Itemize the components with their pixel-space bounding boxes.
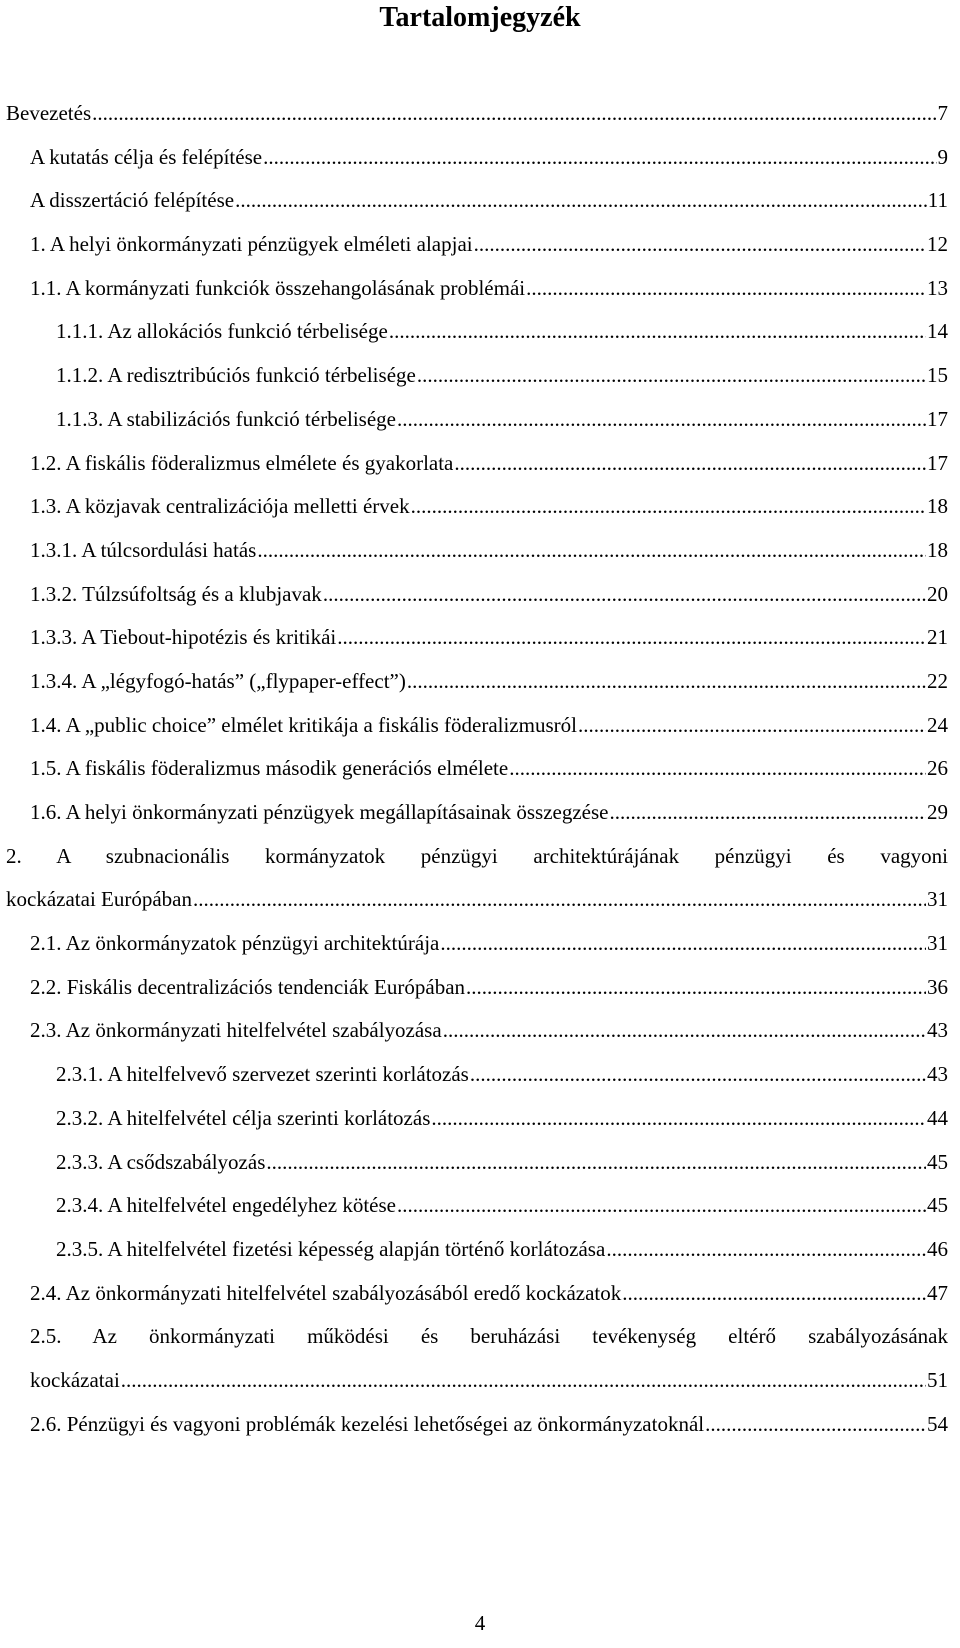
toc-entry-page: 26 — [927, 756, 948, 781]
dot-leader — [443, 1009, 926, 1053]
dot-leader — [609, 791, 926, 835]
toc-entry-title: 2.1. Az önkormányzatok pénzügyi architektúrája — [30, 931, 440, 956]
toc-entry[interactable] — [0, 922, 960, 966]
toc-entry[interactable] — [0, 354, 960, 398]
toc-entry-title: kockázatai Európában — [6, 887, 192, 912]
dot-leader — [526, 267, 926, 311]
dot-leader — [606, 1228, 926, 1272]
toc-entry-page: 20 — [927, 581, 948, 606]
toc-entry-title: 1.3.3. A Tiebout-hipotézis és kritikái — [30, 625, 337, 650]
toc-entry-title: 1.3.1. A túlcsordulási hatás — [30, 537, 257, 562]
toc-entry-page: 36 — [927, 974, 948, 999]
toc-entry[interactable] — [0, 223, 960, 267]
toc-entry-page: 17 — [927, 406, 948, 431]
dot-leader — [266, 1141, 926, 1185]
dot-leader — [337, 616, 926, 660]
toc-entry[interactable] — [0, 1184, 960, 1228]
toc-entry[interactable] — [0, 1141, 960, 1185]
toc-entry-title: 2.3.2. A hitelfelvétel célja szerinti korlátozás — [56, 1105, 431, 1130]
toc-entry-page: 46 — [927, 1236, 948, 1261]
toc-entry-page: 24 — [927, 712, 948, 737]
toc-entry-title: 1.1.3. A stabilizációs funkció térbelisége — [56, 406, 396, 431]
toc-entry[interactable] — [0, 573, 960, 617]
dot-leader — [193, 878, 926, 922]
toc-entry[interactable] — [0, 1403, 960, 1447]
toc-entry-page: 51 — [927, 1367, 948, 1392]
toc-entry-title: 2.6. Pénzügyi és vagyoni problémák kezelési lehetőségei az önkormányzatoknál — [30, 1411, 705, 1436]
toc-entry[interactable] — [0, 1228, 960, 1272]
dot-leader — [454, 442, 926, 486]
toc-entry-page: 44 — [927, 1105, 948, 1130]
dot-leader — [407, 660, 926, 704]
toc-entry-page: 54 — [927, 1411, 948, 1436]
toc-entry-title: 1.1. A kormányzati funkciók összehangolásának problémái — [30, 275, 526, 300]
toc-entry-title: 2.3.3. A csődszabályozás — [56, 1149, 266, 1174]
toc-entry[interactable] — [0, 529, 960, 573]
toc-entry[interactable] — [0, 485, 960, 529]
dot-leader — [470, 1053, 926, 1097]
toc-entry-page: 11 — [927, 188, 948, 213]
dot-leader — [440, 922, 926, 966]
dot-leader — [121, 1359, 926, 1403]
dot-leader — [474, 223, 926, 267]
toc-entry[interactable] — [0, 1097, 960, 1141]
dot-leader — [257, 529, 926, 573]
toc-entry[interactable] — [0, 92, 960, 136]
toc-entry-page: 47 — [927, 1280, 948, 1305]
toc-entry-title: 2.3.5. A hitelfelvétel fizetési képesség alapján történő korlátozása — [56, 1236, 606, 1261]
toc-entry-page: 13 — [927, 275, 948, 300]
toc-entry-title: A kutatás célja és felépítése — [30, 144, 263, 169]
toc-entry-page: 9 — [937, 144, 948, 169]
table-of-contents — [0, 92, 960, 1446]
toc-entry[interactable] — [0, 966, 960, 1010]
toc-entry-title: 2.4. Az önkormányzati hitelfelvétel szabályozásából eredő kockázatok — [30, 1280, 622, 1305]
toc-entry[interactable] — [0, 1315, 960, 1402]
toc-entry-page: 15 — [927, 363, 948, 388]
toc-entry-title: 1.1.1. Az allokációs funkció térbelisége — [56, 319, 388, 344]
toc-entry-title: 2.2. Fiskális decentralizációs tendenciák Európában — [30, 974, 466, 999]
dot-leader — [622, 1272, 926, 1316]
toc-entry[interactable] — [0, 747, 960, 791]
dot-leader — [92, 92, 936, 136]
toc-entry-page: 29 — [927, 800, 948, 824]
toc-entry-page: 45 — [927, 1149, 948, 1174]
toc-entry-title: 1.6. A helyi önkormányzati pénzügyek megállapításainak összegzése — [30, 800, 609, 824]
toc-entry-title: 1.2. A fiskális föderalizmus elmélete és gyakorlata — [30, 450, 454, 475]
toc-entry[interactable] — [0, 179, 960, 223]
toc-entry[interactable] — [0, 1272, 960, 1316]
toc-entry[interactable] — [0, 398, 960, 442]
toc-entry[interactable] — [0, 1053, 960, 1097]
toc-entry-title: 2.3.1. A hitelfelvevő szervezet szerinti korlátozás — [56, 1062, 469, 1087]
toc-entry-title: 1. A helyi önkormányzati pénzügyek elméleti alapjai — [30, 232, 473, 257]
dot-leader — [578, 704, 926, 748]
dot-leader — [431, 1097, 926, 1141]
page-title: Tartalomjegyzék — [379, 2, 581, 33]
dot-leader — [509, 747, 926, 791]
toc-entry-title-line1: 2.5. Az önkormányzati működési és beruházási tevékenység eltérő szabályozásának — [30, 1324, 948, 1349]
dot-leader — [323, 573, 926, 617]
toc-entry-title-line1: 2. A szubnacionális kormányzatok pénzügyi architektúrájának pénzügyi és vagyoni — [6, 843, 948, 868]
toc-entry-title: Bevezetés — [6, 101, 92, 125]
toc-entry-page: 14 — [927, 319, 948, 344]
toc-entry-page: 18 — [927, 494, 948, 519]
toc-entry[interactable] — [0, 660, 960, 704]
toc-entry-page: 12 — [927, 232, 948, 257]
toc-entry-page: 43 — [927, 1018, 948, 1043]
toc-entry-title: 1.3. A közjavak centralizációja melletti érvek — [30, 494, 410, 519]
toc-entry-title: 2.3.4. A hitelfelvétel engedélyhez kötése — [56, 1193, 396, 1218]
dot-leader — [263, 136, 936, 180]
toc-entry-page: 43 — [927, 1062, 948, 1087]
toc-entry-page: 22 — [927, 668, 948, 693]
dot-leader — [235, 179, 927, 223]
dot-leader — [397, 398, 926, 442]
toc-entry-title: 1.1.2. A redisztribúciós funkció térbelisége — [56, 363, 416, 388]
dot-leader — [397, 1184, 926, 1228]
toc-entry[interactable] — [0, 1009, 960, 1053]
toc-entry-title: 1.3.4. A „légyfogó-hatás” („flypaper-effect”) — [30, 668, 406, 693]
dot-leader — [389, 310, 926, 354]
toc-entry-title: 2.3. Az önkormányzati hitelfelvétel szabályozása — [30, 1018, 442, 1043]
toc-entry-page: 45 — [927, 1193, 948, 1218]
toc-entry-page: 31 — [927, 887, 948, 912]
toc-entry[interactable] — [0, 704, 960, 748]
toc-entry[interactable] — [0, 310, 960, 354]
toc-entry[interactable] — [0, 835, 960, 922]
toc-entry[interactable] — [0, 442, 960, 486]
toc-entry-page: 17 — [927, 450, 948, 475]
dot-leader — [466, 966, 926, 1010]
toc-entry-page: 21 — [927, 625, 948, 650]
toc-entry-title: 1.5. A fiskális föderalizmus második generációs elmélete — [30, 756, 509, 781]
toc-entry[interactable] — [0, 616, 960, 660]
toc-entry-page: 7 — [937, 101, 948, 125]
toc-entry-page: 18 — [927, 537, 948, 562]
toc-entry-title: 1.3.2. Túlzsúfoltság és a klubjavak — [30, 581, 322, 606]
dot-leader — [705, 1403, 926, 1447]
toc-entry-title: kockázatai — [30, 1367, 120, 1392]
toc-entry-title: 1.4. A „public choice” elmélet kritikája a fiskális föderalizmusról — [30, 712, 577, 737]
page-number: 4 — [474, 1611, 486, 1635]
toc-entry[interactable] — [0, 136, 960, 180]
dot-leader — [411, 485, 926, 529]
dot-leader — [417, 354, 926, 398]
toc-entry[interactable] — [0, 791, 960, 835]
toc-entry[interactable] — [0, 267, 960, 311]
toc-entry-title: A disszertáció felépítése — [30, 188, 235, 213]
toc-entry-page: 31 — [927, 931, 948, 956]
